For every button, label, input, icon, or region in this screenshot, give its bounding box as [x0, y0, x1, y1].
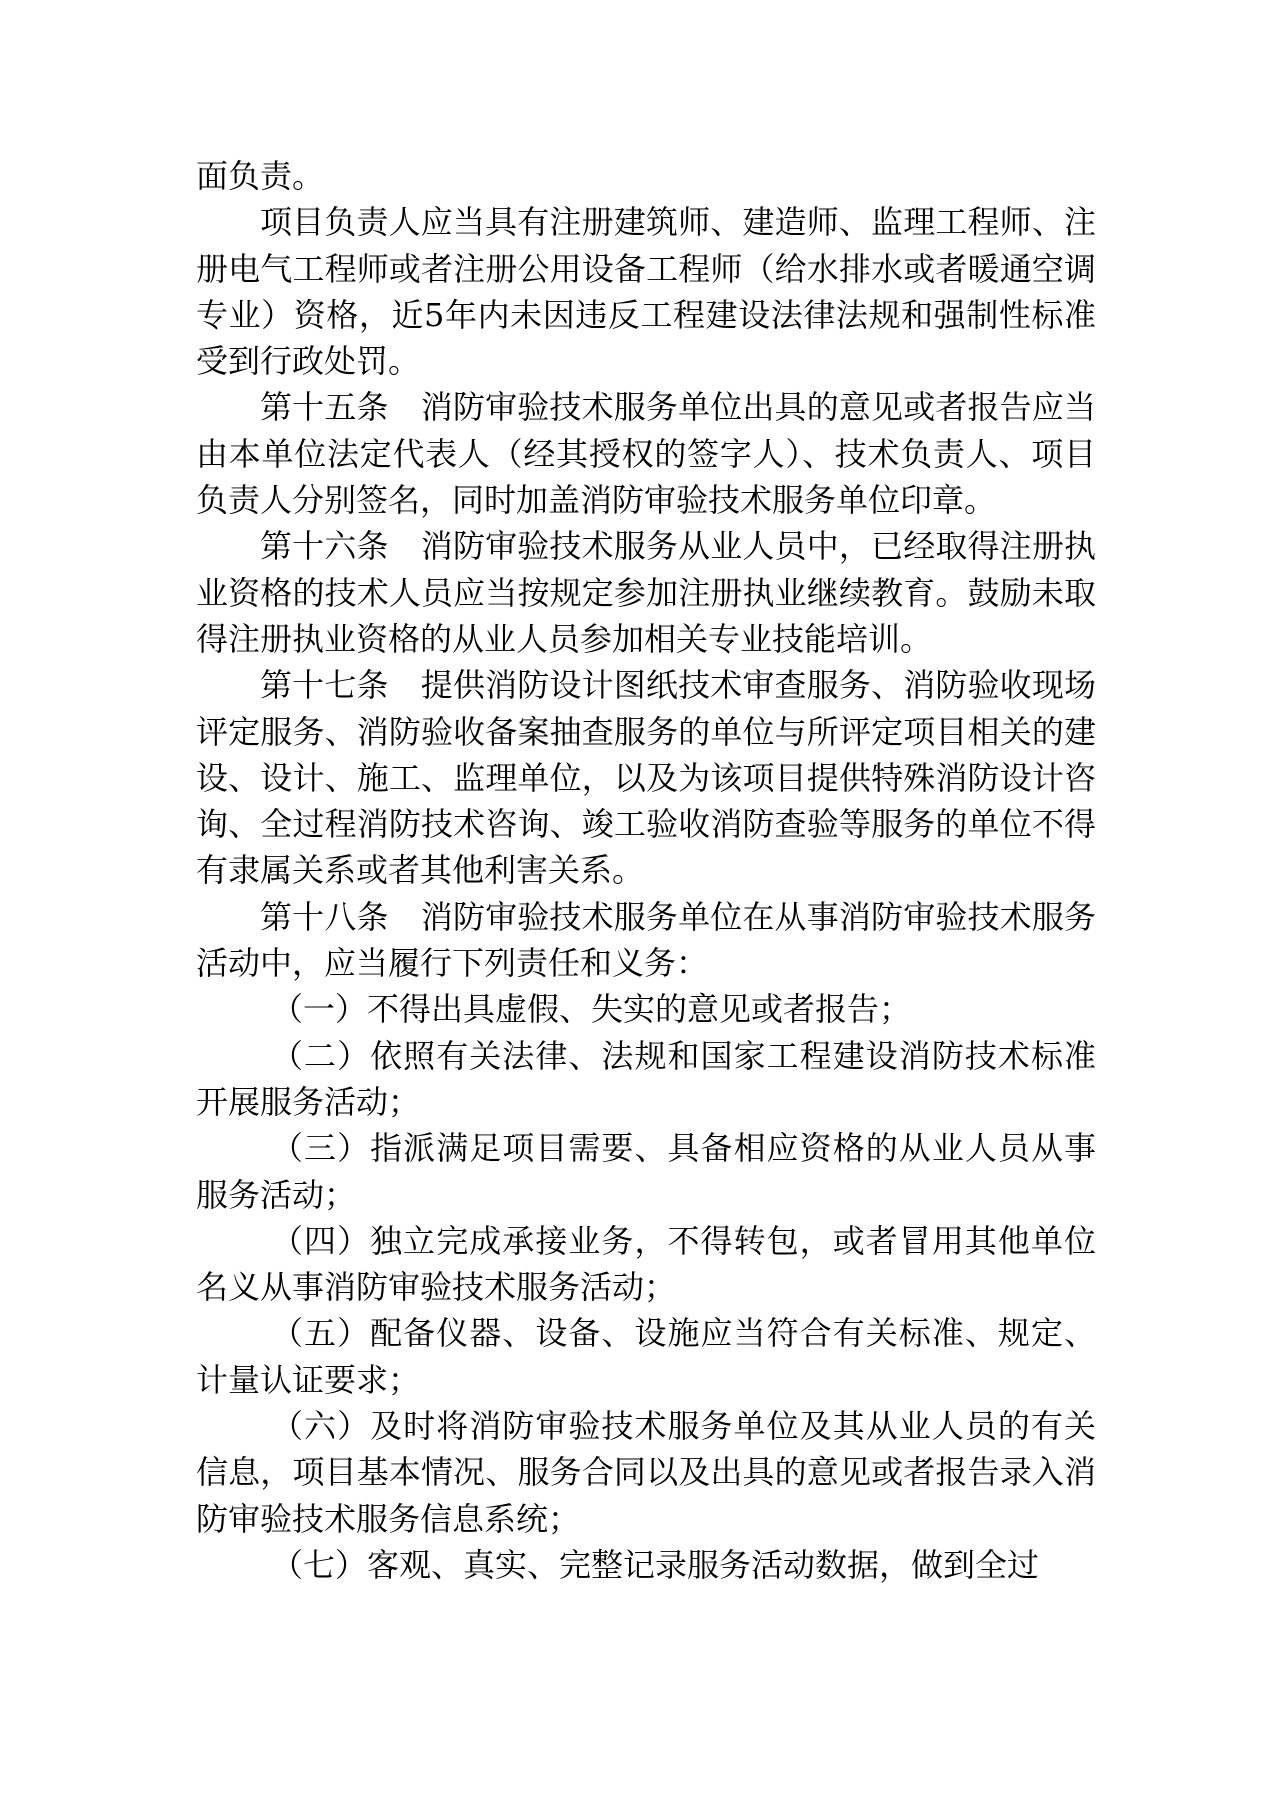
- paragraph-article-16: 第十六条 消防审验技术服务从业人员中，已经取得注册执业资格的技术人员应当按规定参加注册执业继续教育。鼓励未取得注册执业资格的从业人员参加相关专业技能培训。: [196, 527, 1096, 658]
- paragraph-article-18: 第十八条 消防审验技术服务单位在从事消防审验技术服务活动中，应当履行下列责任和义务：: [196, 897, 1096, 983]
- paragraph-project-leader-qualification: 项目负责人应当具有注册建筑师、建造师、监理工程师、注册电气工程师或者注册公用设备工程师（给水排水或者暖通空调专业）资格，近5年内未因违反工程建设法律法规和强制性标准受到行政处罚。: [196, 203, 1096, 381]
- paragraph-continuation: 面负责。: [196, 157, 325, 195]
- list-item-2: （二）依照有关法律、法规和国家工程建设消防技术标准开展服务活动；: [196, 1036, 1096, 1121]
- list-item-3: （三）指派满足项目需要、具备相应资格的从业人员从事服务活动；: [196, 1129, 1096, 1214]
- list-item-4: （四）独立完成承接业务，不得转包，或者冒用其他单位名义从事消防审验技术服务活动；: [196, 1221, 1096, 1307]
- list-item-5: （五）配备仪器、设备、设施应当符合有关标准、规定、计量认证要求；: [196, 1314, 1096, 1399]
- list-item-6: （六）及时将消防审验技术服务单位及其从业人员的有关信息，项目基本情况、服务合同以及出具的意见或者报告录入消防审验技术服务信息系统；: [196, 1407, 1096, 1538]
- paragraph-article-17: 第十七条 提供消防设计图纸技术审查服务、消防验收现场评定服务、消防验收备案抽查服务的单位与所评定项目相关的建设、设计、施工、监理单位，以及为该项目提供特殊消防设计咨询、全过程消防技术咨询、竣工验收消防查验等服务的单位不得有隶属关系或者其他利害关系。: [196, 666, 1096, 890]
- document-body: [196, 153, 1096, 1588]
- list-item-1: （一）不得出具虚假、失实的意见或者报告；: [271, 990, 912, 1029]
- paragraph-article-15: 第十五条 消防审验技术服务单位出具的意见或者报告应当由本单位法定代表人（经其授权的签字人）、技术负责人、项目负责人分别签名，同时加盖消防审验技术服务单位印章。: [196, 388, 1096, 520]
- list-item-7: （七）客观、真实、完整记录服务活动数据，做到全过: [271, 1545, 1040, 1584]
